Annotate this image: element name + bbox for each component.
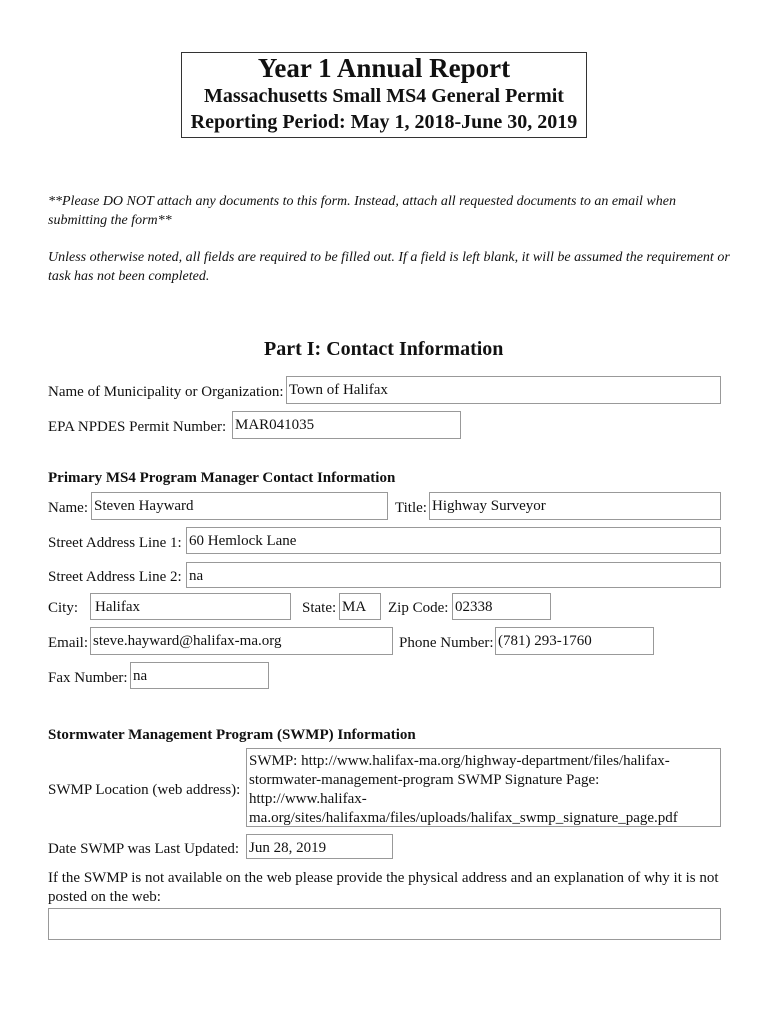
fax-label: Fax Number: xyxy=(48,670,128,686)
reporting-period: Reporting Period: May 1, 2018-June 30, 2019 xyxy=(190,111,578,133)
street2-label: Street Address Line 2: xyxy=(48,569,182,585)
swmp-location-field[interactable]: SWMP: http://www.halifax-ma.org/highway-department/files/halifax-stormwater-management-program SWMP Signature Page: http://www.halifax-ma.org/sites/halifaxma/files/uploads/halifax_swmp_signature_page.pdf xyxy=(246,748,721,827)
part1-heading: Part I: Contact Information xyxy=(264,338,504,360)
zip-field[interactable]: 02338 xyxy=(452,593,551,620)
title-label: Title: xyxy=(395,500,427,516)
city-label: City: xyxy=(48,600,79,616)
name-field[interactable]: Steven Hayward xyxy=(91,492,388,520)
required-fields-note: Unless otherwise noted, all fields are required to be filled out. If a field is left blank, it will be assumed the requirement or task has not been completed. xyxy=(48,250,730,284)
phone-field[interactable]: (781) 293-1760 xyxy=(495,627,654,655)
swmp-updated-label: Date SWMP was Last Updated: xyxy=(48,841,240,857)
manager-section-heading: Primary MS4 Program Manager Contact Information xyxy=(48,470,396,486)
city-field[interactable]: Halifax xyxy=(90,593,291,620)
permit-number-field[interactable]: MAR041035 xyxy=(232,411,461,439)
swmp-section-heading: Stormwater Management Program (SWMP) Information xyxy=(48,727,416,743)
report-title: Year 1 Annual Report xyxy=(257,53,511,83)
swmp-updated-field[interactable]: Jun 28, 2019 xyxy=(246,834,393,859)
phone-label: Phone Number: xyxy=(399,635,494,651)
swmp-location-label: SWMP Location (web address): xyxy=(48,782,241,798)
name-label: Name: xyxy=(48,500,88,516)
report-subtitle: Massachusetts Small MS4 General Permit xyxy=(204,85,564,107)
report-title-box xyxy=(181,52,587,138)
street2-field[interactable]: na xyxy=(186,562,721,588)
street1-field[interactable]: 60 Hemlock Lane xyxy=(186,527,721,554)
state-label: State: xyxy=(302,600,337,616)
street1-label: Street Address Line 1: xyxy=(48,535,182,551)
municipality-label: Name of Municipality or Organization: xyxy=(48,384,284,400)
fax-field[interactable]: na xyxy=(130,662,269,689)
municipality-field[interactable]: Town of Halifax xyxy=(286,376,721,404)
swmp-physical-field[interactable] xyxy=(48,908,721,940)
state-field[interactable]: MA xyxy=(339,593,381,620)
permit-number-label: EPA NPDES Permit Number: xyxy=(48,419,227,435)
email-label: Email: xyxy=(48,635,88,651)
swmp-physical-label: If the SWMP is not available on the web please provide the physical address and an explanation of why it is not posted on the web: xyxy=(48,870,719,905)
title-field[interactable]: Highway Surveyor xyxy=(429,492,721,520)
zip-label: Zip Code: xyxy=(388,600,449,616)
attachment-note: **Please DO NOT attach any documents to this form. Instead, attach all requested documents to an email when submitting the form** xyxy=(48,194,676,228)
email-field[interactable]: steve.hayward@halifax-ma.org xyxy=(90,627,393,655)
